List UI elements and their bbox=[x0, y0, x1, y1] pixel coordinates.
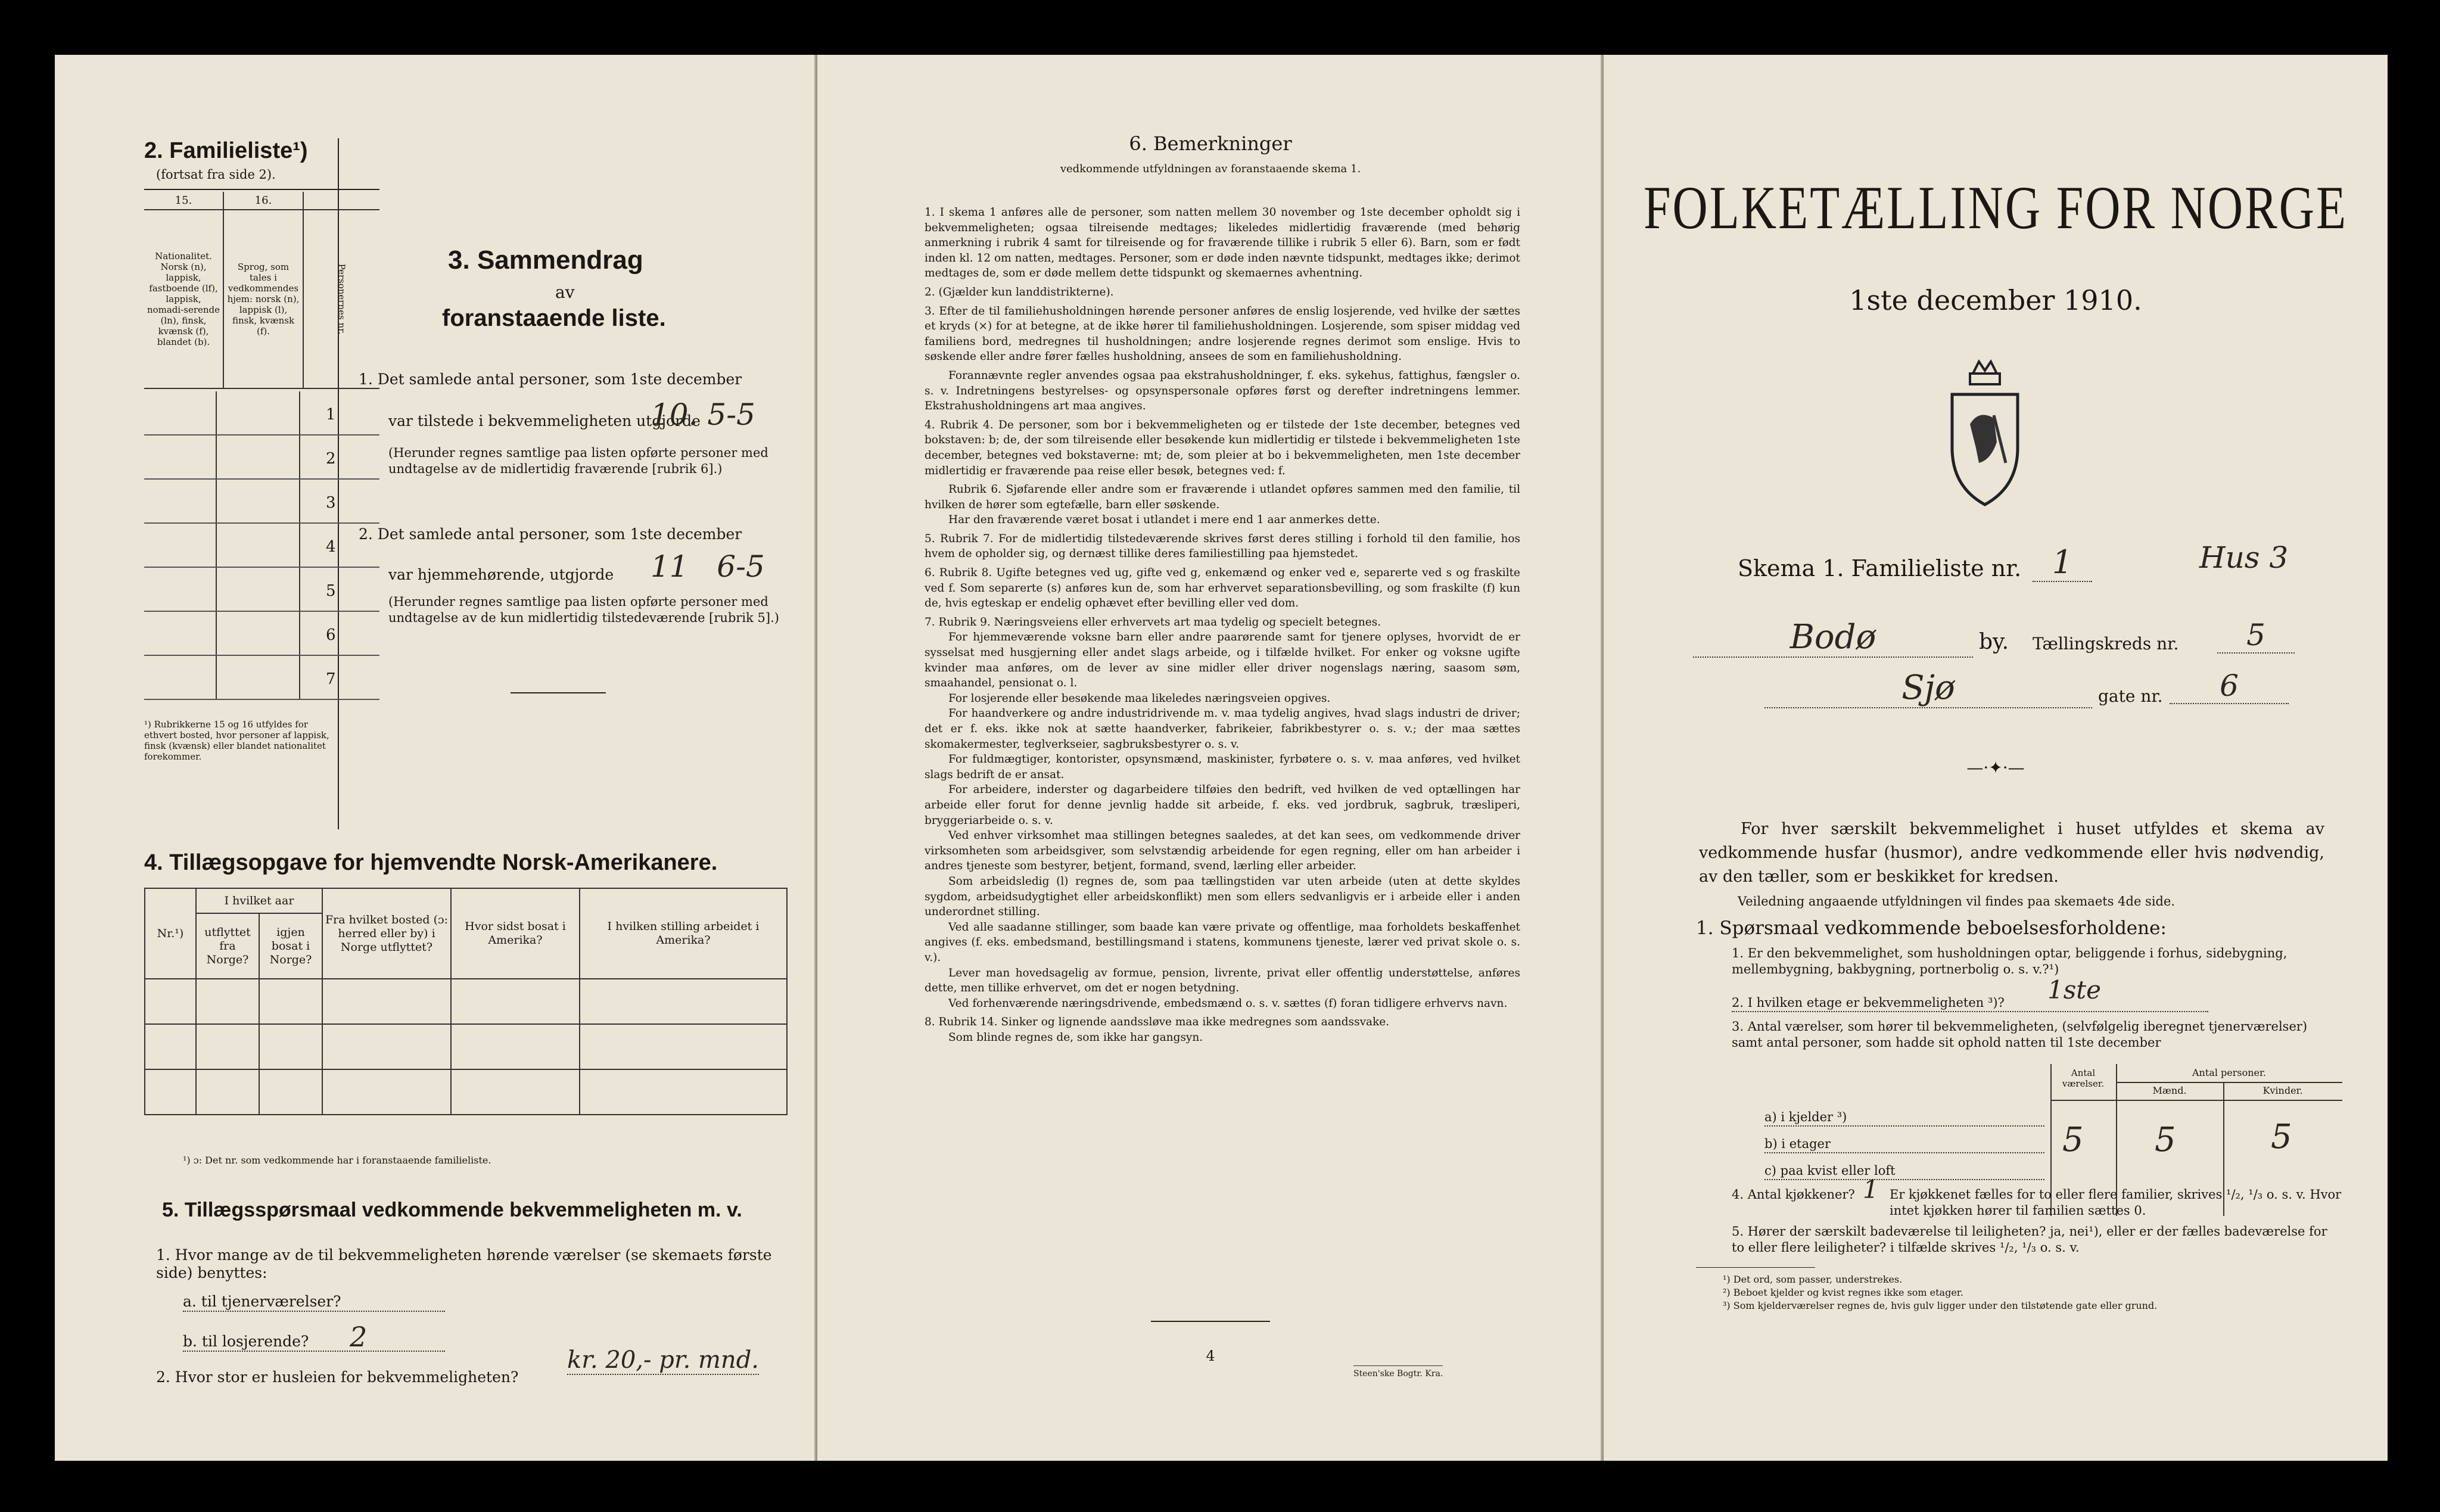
sum-item2-handwritten: 11 6-5 bbox=[651, 549, 765, 584]
remark-1: 1. I skema 1 anføres alle de personer, som natten mellem 30 november og 1ste december opholdt sig i bekvemmeligheten; ogsaa tilreisende medtages; likeledes midlertidig fraværende (med behørig anmerkning i rubrik 4 samt for tilreisende og for fraværende tillike i rubrik 5 eller 6). Barn, som er født inden kl. 12 om natten, medtages. Personer, som er døde inden nævnte tidspunkt, medtages ikke; derimot medtages de, som er døde mellem dette tidspunkt og skemaernes avhentning. bbox=[925, 206, 1520, 280]
house-handwritten: Hus 3 bbox=[2199, 540, 2289, 575]
remark-7e: For arbeidere, inderster og dagarbeidere tilføies den bedrift, ved hvilken de ved optællingen har arbeide eller forut for denne jevnlig hadde sit arbeide, f. eks. ved jordbruk, sagbruk, træsliperi, bryggeriarbeide o. s. v. bbox=[925, 783, 1520, 827]
sum-item1-handwritten: 10. 5-5 bbox=[651, 397, 755, 432]
guide-line: Veiledning angaaende utfyldningen vil findes paa skemaets 4de side. bbox=[1738, 894, 2176, 909]
col-year-group: I hvilket aar bbox=[196, 888, 322, 913]
printer-mark: Steen'ske Bogtr. Kra. bbox=[1353, 1365, 1443, 1380]
street-handwritten: Sjø bbox=[1764, 668, 2092, 708]
col15-header: Nationalitet. Norsk (n), lappisk, fastboende (lf), lappisk, nomadi-serende (ln), finsk, kvænsk (f), blandet (b). bbox=[144, 210, 223, 388]
table-row: 3 bbox=[144, 480, 379, 524]
table-row bbox=[145, 979, 787, 1024]
right-page bbox=[1604, 55, 2388, 1461]
section5-q2: 2. Hvor stor er husleien for bekvemmeligheten? bbox=[156, 1368, 519, 1386]
footnote-1: ¹) Det ord, som passer, understrekes. bbox=[1723, 1274, 1903, 1285]
col-out: utflyttet fra Norge? bbox=[196, 913, 259, 979]
section2-footnote: ¹) Rubrikkerne 15 og 16 utfyldes for ethvert bosted, hvor personer af lappisk, finsk (kvænsk) eller blandet nationalitet forekommer. bbox=[144, 719, 329, 762]
census-date: 1ste december 1910. bbox=[1849, 284, 2142, 316]
table-row: 7 bbox=[144, 656, 379, 700]
section2-title: 2. Familieliste¹) bbox=[144, 138, 308, 163]
remark-4b: Rubrik 6. Sjøfarende eller andre som er fraværende i utlandet opføres sammen med den familie, til hvilken de hører som egtefælle, barn eller søskende. bbox=[925, 483, 1520, 511]
section5-q1b: b. til losjerende? bbox=[183, 1333, 445, 1352]
section3-av: av bbox=[555, 282, 575, 302]
remark-3: 3. Efter de til familiehusholdningen hørende personer anføres de enslig losjerende, ved hvilke der sættes et kryds (×) for at betegne, at de ikke hører til familiehusholdningen. Losjerende, som spiser middag ved familiens bord, medregnes til husholdningen; andre losjerende regnes derimot som enslige. Hvis to søskende eller andre fører fælles husholdning, ansees de som en familiehusholdning. bbox=[925, 304, 1520, 363]
question-1: 1. Er den bekvemmelighet, som husholdningen optar, beliggende i forhus, sidebygning, mellembygning, bakbygning, portnerbolig o. s. v.?¹) bbox=[1732, 946, 2288, 976]
remark-2: 2. (Gjælder kun landdistrikterne). bbox=[925, 285, 1114, 298]
row-a-kjelder: a) i kjelder ³) bbox=[1764, 1109, 2044, 1127]
remark-7h: Ved alle saadanne stillinger, som baade kan være private og offentlige, maa forholdets beskaffenhet angives (f. eks. embedsmand, bestillingsmand i statens, kommunens tjeneste, lærer ved privat skole o. s. v.). bbox=[925, 920, 1520, 964]
head-women: Kvinder. bbox=[2262, 1085, 2303, 1096]
table-row: 6 bbox=[144, 612, 379, 656]
section5-q2-handwritten: kr. 20,- pr. mnd. bbox=[567, 1346, 760, 1374]
section3-title: 3. Sammendrag bbox=[448, 245, 643, 275]
footnote-rule bbox=[1696, 1267, 1815, 1268]
kreds-handwritten: 5 bbox=[2217, 618, 2295, 654]
table-top-rule bbox=[144, 189, 379, 190]
page-number: 4 bbox=[1206, 1348, 1215, 1364]
remark-7c: For haandverkere og andre industridrivende m. v. maa tydelig angives, hvad slags industri de driver; det er f. eks. ikke nok at sætte haandverker, fabrikeier, fabrikbestyrer o. s. v.; der maa sættes skomakermester, teglverkseier, sagbruksbestyrer o. s. v. bbox=[925, 707, 1520, 751]
question-2-handwritten: 1ste bbox=[2047, 975, 2102, 1004]
section4-footnote: ¹) ɔ: Det nr. som vedkommende har i foranstaaende familieliste. bbox=[183, 1155, 491, 1166]
col-from: Fra hvilket bosted (ɔ: herred eller by) i Norge utflyttet? bbox=[322, 888, 451, 979]
remarks-subtitle: vedkommende utfyldningen av foranstaaende skema 1. bbox=[1060, 163, 1361, 175]
questions-title: 1. Spørsmaal vedkommende beboelsesforholdene: bbox=[1696, 917, 2167, 939]
sum-item1-b: var tilstede i bekvemmeligheten utgjorde bbox=[388, 412, 701, 430]
remarks-body bbox=[925, 205, 1520, 1049]
left-page bbox=[55, 55, 817, 1461]
ornament-divider: —·✦·— bbox=[1966, 758, 2025, 777]
remark-8b: Som blinde regnes de, som ikke har gangsyn. bbox=[948, 1031, 1203, 1044]
remark-7b: For losjerende eller besøkende maa likeledes næringsveien opgives. bbox=[948, 692, 1331, 705]
sum-item2-note: (Herunder regnes samtlige paa listen opførte personer med undtagelse av de kun midlertidig tilstedeværende [rubrik 5].) bbox=[388, 595, 779, 625]
remarks-title: 6. Bemerkninger bbox=[1129, 132, 1292, 155]
family-rows bbox=[144, 391, 379, 700]
norsk-amerikanere-table bbox=[144, 888, 788, 1115]
table-row: 2 bbox=[144, 435, 379, 480]
head-persons: Antal personer. bbox=[2192, 1067, 2266, 1078]
table-row: 1 bbox=[144, 391, 379, 435]
census-title: FOLKETÆLLING FOR NORGE bbox=[1643, 173, 2348, 242]
remark-7d: For fuldmægtiger, kontorister, opsynsmænd, maskinister, fyrbøtere o. s. v. maa anføres, ved hvilket slags bedrift de er ansat. bbox=[925, 753, 1520, 781]
table-row: 4 bbox=[144, 524, 379, 568]
section5-q1a: a. til tjenerværelser? bbox=[183, 1293, 445, 1312]
sum-item1-a: 1. Det samlede antal personer, som 1ste december bbox=[359, 371, 742, 388]
question-2: 2. I hvilken etage er bekvemmeligheten ³)? bbox=[1732, 995, 2208, 1012]
by-label: by. bbox=[1979, 630, 2009, 654]
remark-6: 6. Rubrik 8. Ugifte betegnes ved ug, gifte ved g, enkemænd og enker ved e, separerte ved s og fraskilte ved f. Som separerte (s) anføres kun de, som har erhvervet separationsbevilling, og som fraskilte (f) kun de, hvis egteskap er endelig ophævet efter bevilling eller ved dom. bbox=[925, 567, 1520, 610]
remark-8: 8. Rubrik 14. Sinker og lignende aandssløve maa ikke medregnes som aandssvake. bbox=[925, 1016, 1390, 1029]
section5-q1: 1. Hvor mange av de til bekvemmeligheten hørende værelser (se skemaets første side) benyttes: bbox=[156, 1246, 772, 1281]
sum-item2-a: 2. Det samlede antal personer, som 1ste december bbox=[359, 525, 742, 543]
section4-title: 4. Tillægsopgave for hjemvendte Norsk-Amerikanere. bbox=[144, 850, 718, 875]
kreds-label: Tællingskreds nr. bbox=[2033, 634, 2179, 654]
col-nr: Nr.¹) bbox=[145, 888, 196, 979]
table-row bbox=[145, 1024, 787, 1069]
remark-7j: Ved forhenværende næringsdrivende, embedsmænd o. s. v. sættes (f) foran tidligere erhvervs navn. bbox=[948, 997, 1508, 1010]
question-5: 5. Hører der særskilt badeværelse til leiligheten? ja, nei¹), eller er der fælles badeværelse for to eller flere leiligheter? i tilfælde skrives ¹/₂, ¹/₃ o. s. v. bbox=[1732, 1224, 2327, 1255]
intro-paragraph: For hver særskilt bekvemmelighet i huset utfyldes et skema av vedkommende husfar (husmor), andre vedkommende eller hvis nødvendig, av den tæller, som er beskikket for kredsen. bbox=[1699, 820, 2324, 886]
personnr-header: Personernes nr. bbox=[336, 263, 347, 335]
middle-page bbox=[817, 55, 1604, 1461]
family-list-table bbox=[144, 192, 379, 389]
norwegian-coat-of-arms-icon bbox=[1943, 359, 2027, 508]
b-rooms-handwritten: 5 bbox=[2062, 1121, 2084, 1159]
schema-line: Skema 1. Familieliste nr. bbox=[1738, 555, 2022, 581]
table-row bbox=[145, 1069, 787, 1115]
col-back: igjen bosat i Norge? bbox=[259, 913, 322, 979]
col-where: Hvor sidst bosat i Amerika? bbox=[451, 888, 580, 979]
sum-item1-note: (Herunder regnes samtlige paa listen opførte personer med undtagelse av de midlertidig fraværende [rubrik 6].) bbox=[388, 446, 768, 476]
head-men: Mænd. bbox=[2152, 1085, 2187, 1096]
section5-q1b-handwritten: 2 bbox=[350, 1321, 368, 1353]
col16-header: Sprog, som tales i vedkommendes hjem: norsk (n), lappisk (l), finsk, kvænsk (f). bbox=[223, 210, 303, 388]
gate-handwritten: 6 bbox=[2170, 668, 2289, 704]
remark-7: 7. Rubrik 9. Næringsveiens eller erhvervets art maa tydelig og specielt betegnes. bbox=[925, 615, 1381, 629]
footnote-2: ²) Beboet kjelder og kvist regnes ikke som etager. bbox=[1723, 1287, 1963, 1298]
question-3: 3. Antal værelser, som hører til bekvemmeligheten, (selvfølgelig iberegnet tjenerværelser) samt antal personer, som hadde sit ophold natten til 1ste december bbox=[1732, 1019, 2308, 1050]
b-men-handwritten: 5 bbox=[2155, 1121, 2176, 1159]
section5-title: 5. Tillægsspørsmaal vedkommende bekvemmeligheten m. v. bbox=[162, 1199, 742, 1221]
question-4-handwritten: 1 bbox=[1863, 1175, 1879, 1204]
question-4-rest: Er kjøkkenet fælles for to eller flere familier, skrives ¹/₂, ¹/₃ o. s. v. Hvor intet kjøkken hører til familien sættes 0. bbox=[1890, 1187, 2342, 1218]
footnotes bbox=[1723, 1273, 2318, 1312]
head-rooms: Antal værelser. bbox=[2062, 1068, 2105, 1089]
gate-label: gate nr. bbox=[2098, 686, 2163, 706]
footnote-3: ³) Som kjelderværelser regnes de, hvis gulv ligger under den tilstøtende gate eller grund. bbox=[1723, 1300, 2158, 1311]
city-handwritten: Bodø bbox=[1693, 618, 1973, 658]
remark-4c: Har den fraværende været bosat i utlandet i mere end 1 aar anmerkes dette. bbox=[948, 514, 1380, 527]
remark-7i: Lever man hovedsagelig av formue, pension, livrente, privat eller offentlig understøttelse, anføres dette, men tillike erhvervet, om det er nogen betydning. bbox=[925, 966, 1520, 995]
section2-subtitle: (fortsat fra side 2). bbox=[156, 167, 276, 182]
row-c-kvist: c) paa kvist eller loft bbox=[1764, 1163, 2044, 1180]
sum-divider bbox=[511, 692, 606, 693]
row-b-etager: b) i etager bbox=[1764, 1136, 2044, 1153]
question-4: 4. Antal kjøkkener? bbox=[1732, 1187, 1855, 1202]
col15-number: 15. bbox=[144, 192, 223, 210]
col16-number: 16. bbox=[223, 192, 303, 210]
remark-3b: Forannævnte regler anvendes ogsaa paa ekstrahusholdninger, f. eks. sykehus, fattighus, fængsler o. s. v. Indretningens bestyrelses- og opsynspersonale opføres først og derefter indretningens lemmer. Ekstrahusholdningens art maa angives. bbox=[925, 369, 1520, 413]
b-women-handwritten: 5 bbox=[2271, 1118, 2292, 1156]
remark-4: 4. Rubrik 4. De personer, som bor i bekvemmeligheten og er tilstede der 1ste december, betegnes ved bokstaven: b; de, der som tilreisende eller besøkende kun midlertidig er tilstede i bekvemmeligheten 1ste december, betegnes ved bokstaverne: mt; de, som pleier at bo i bekvemmeligheten, men 1ste december midlertidig er fraværende paa reise eller besøk, betegnes ved: f. bbox=[925, 418, 1520, 477]
remark-7f: Ved enhver virksomhet maa stillingen betegnes saaledes, at det kan sees, om vedkommende driver virksomheten som arbeidsgiver, som selvstændig arbeidende for egen regning, eller om han arbeider i andres tjeneste som bestyrer, betjent, formand, svend, lærling eller arbeider. bbox=[925, 829, 1520, 873]
remark-7a: For hjemmeværende voksne barn eller andre paarørende samt for tjenere oplyses, hvorvidt de er sysselsat med husgjerning eller andet slags arbeide, og i tilfælde hvilket. For enker og voksne ugifte kvinder maa anføres, om de lever av sine midler eller driver nogenslags næring, saasom søm, smaahandel, pensionat o. l. bbox=[925, 631, 1520, 690]
remarks-end-rule bbox=[1151, 1321, 1270, 1322]
table-row: 5 bbox=[144, 568, 379, 612]
remark-5: 5. Rubrik 7. For de midlertidig tilstedeværende skrives først deres stilling i forhold til den familie, hos hvem de opholder sig, og dernæst tillike deres familiestilling paa hjemstedet. bbox=[925, 532, 1520, 561]
col-position: I hvilken stilling arbeidet i Amerika? bbox=[580, 888, 787, 979]
sum-item2-b: var hjemmehørende, utgjorde bbox=[388, 566, 614, 583]
section3-subtitle: foranstaaende liste. bbox=[442, 305, 666, 331]
schema-number-handwritten: 1 bbox=[2033, 543, 2092, 582]
remark-7g: Som arbeidsledig (l) regnes de, som paa tællingstiden var uten arbeide (uten at dette skyldes sygdom, arbeidsudygtighet eller arbeidskonflikt) men som ellers sedvanligvis er i arbeide eller i anden underordnet stilling. bbox=[925, 875, 1520, 919]
